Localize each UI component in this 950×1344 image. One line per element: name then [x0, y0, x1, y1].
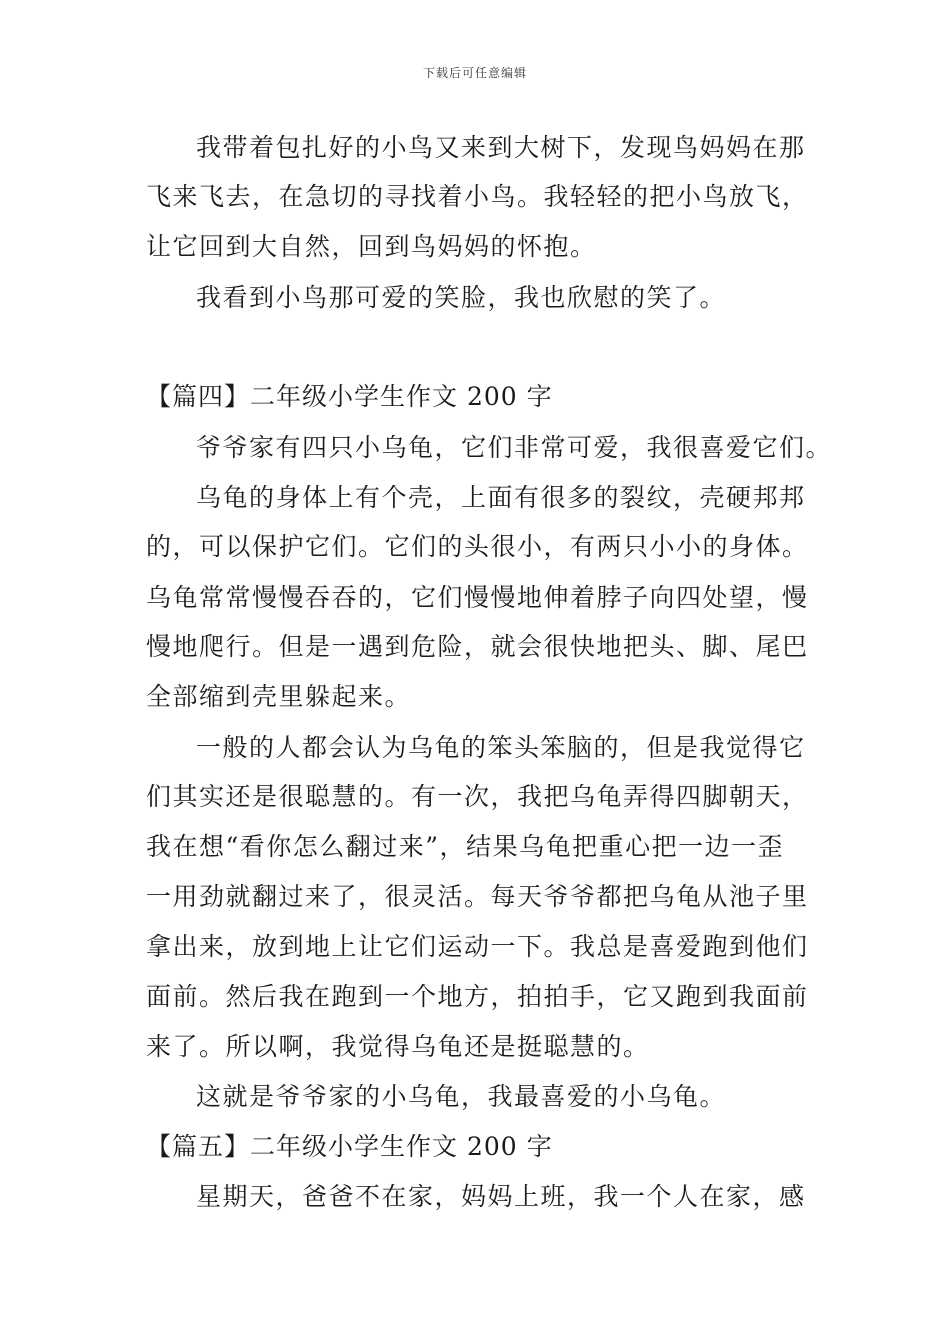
paragraph-line: 的，可以保护它们。它们的头很小，有两只小小的身体。: [146, 532, 809, 561]
paragraph-line: 一般的人都会认为乌龟的笨头笨脑的，但是我觉得它: [196, 733, 806, 762]
section-heading: 【篇四】二年级小学生作文 200 字: [146, 382, 553, 411]
paragraph-line: 让它回到大自然，回到鸟妈妈的怀抱。: [146, 232, 597, 261]
paragraph-line: 来了。所以啊，我觉得乌龟还是挺聪慧的。: [146, 1032, 650, 1061]
paragraph-line: 全部缩到壳里躲起来。: [146, 682, 412, 711]
page-header: 下载后可任意编辑: [422, 66, 527, 80]
paragraph-line: 拿出来，放到地上让它们运动一下。我总是喜爱跑到他们: [146, 932, 809, 961]
paragraph-line: 我看到小鸟那可爱的笑脸，我也欣慰的笑了。: [196, 283, 727, 312]
paragraph-line: 星期天，爸爸不在家，妈妈上班，我一个人在家，感: [196, 1182, 806, 1211]
paragraph-line: 面前。然后我在跑到一个地方，拍拍手，它又跑到我面前: [146, 982, 809, 1011]
paragraph-line: 我在想“看你怎么翻过来”，结果乌龟把重心把一边一歪: [146, 832, 785, 861]
paragraph-line: 爷爷家有四只小乌龟，它们非常可爱，我很喜爱它们。: [196, 433, 833, 462]
paragraph-line: 乌龟常常慢慢吞吞的，它们慢慢地伸着脖子向四处望，慢: [146, 583, 809, 612]
paragraph-line: 一用劲就翻过来了，很灵活。每天爷爷都把乌龟从池子里: [146, 882, 809, 911]
paragraph-line: 们其实还是很聪慧的。有一次，我把乌龟弄得四脚朝天，: [146, 782, 809, 811]
section-heading: 【篇五】二年级小学生作文 200 字: [146, 1132, 553, 1161]
paragraph-line: 我带着包扎好的小鸟又来到大树下，发现鸟妈妈在那: [196, 133, 806, 162]
paragraph-line: 飞来飞去，在急切的寻找着小鸟。我轻轻的把小鸟放飞，: [146, 182, 809, 211]
paragraph-line: 乌龟的身体上有个壳，上面有很多的裂纹，壳硬邦邦: [196, 483, 806, 512]
paragraph-line: 慢地爬行。但是一遇到危险，就会很快地把头、脚、尾巴: [146, 632, 809, 661]
paragraph-line: 这就是爷爷家的小乌龟，我最喜爱的小乌龟。: [196, 1082, 727, 1111]
